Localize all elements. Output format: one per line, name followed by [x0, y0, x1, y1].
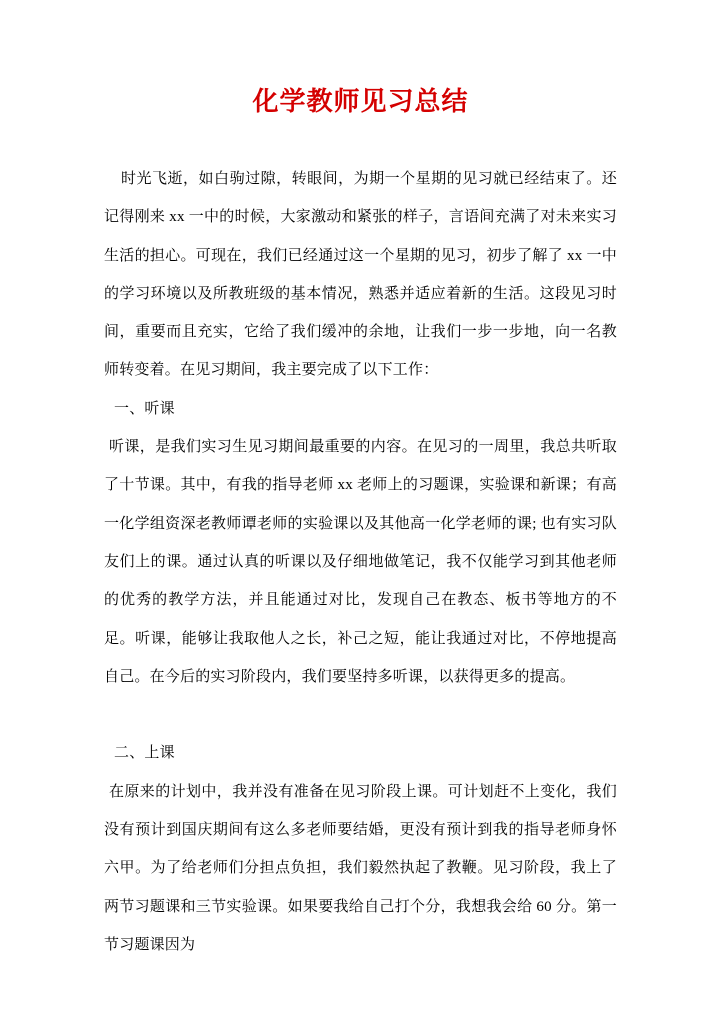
blank-line	[104, 696, 617, 734]
body-paragraph: 在原来的计划中，我并没有准备在见习阶段上课。可计划赶不上变化，我们没有预计到国庆期间有这么多老师要结婚，更没有预计到我的指导老师身怀六甲。为了给老师们分担点负担，我们毅然执起了教鞭。见习阶段，我上了两节习题课和三节实验课。如果要我给自己打个分，我想我会给 60 分。第一节习题课因为	[104, 783, 617, 953]
section-heading: 二、上课	[114, 745, 175, 762]
document-content	[104, 160, 617, 964]
body-paragraph: 听课，是我们实习生见习期间最重要的内容。在见习的一周里，我总共听取了十节课。其中，有我的指导老师 xx 老师上的习题课，实验课和新课；有高一化学组资深老教师谭老师的实验课以及其他高一化学老师的课; 也有实习队友们上的课。通过认真的听课以及仔细地做笔记，我不仅能学习到其他老师的优秀的教学方法，并且能通过对比，发现自己在教态、板书等地方的不足。听课，能够让我取他人之长，补己之短，能让我通过对比，不停地提高自己。在今后的实习阶段内，我们要坚持多听课，以获得更多的提高。	[104, 439, 617, 685]
section-heading: 一、听课	[114, 400, 175, 417]
body-paragraph: 时光飞逝，如白驹过隙，转眼间，为期一个星期的见习就已经结束了。还记得刚来 xx 一中的时候，大家激动和紧张的样子，言语间充满了对未来实习生活的担心。可现在，我们已经通过这一个星期的见习，初步了解了 xx 一中的学习环境以及所教班级的基本情况，熟悉并适应着新的生活。这段见习时间，重要而且充实，它给了我们缓冲的余地，让我们一步一步地，向一名教师转变着。在见习期间，我主要完成了以下工作：	[104, 171, 617, 379]
document-title: 化学教师见习总结	[252, 87, 469, 116]
